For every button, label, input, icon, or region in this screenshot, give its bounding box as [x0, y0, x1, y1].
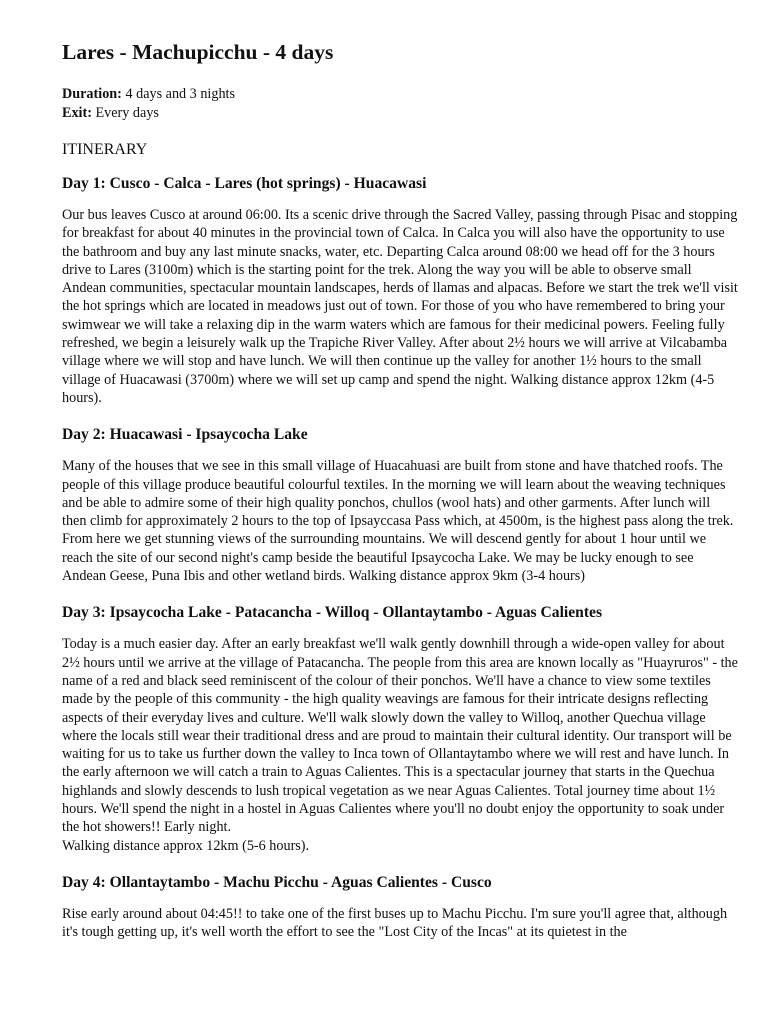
day-1-section — [62, 173, 738, 407]
duration-value: 4 days and 3 nights — [125, 86, 236, 102]
document-title: Lares - Machupicchu - 4 days — [62, 40, 334, 64]
itinerary-heading: ITINERARY — [62, 141, 148, 158]
duration-label: Duration: — [62, 86, 122, 102]
exit-value: Every days — [95, 105, 159, 121]
day-2-heading: Day 2: Huacawasi - Ipsaycocha Lake — [62, 426, 308, 444]
day-1-text: Our bus leaves Cusco at around 06:00. Its a scenic drive through the Sacred Valley, passing through Pisac and stopping for breakfast for about 40 minutes in the provincial town of Calca. In Calca you will also have the opportunity to use the bathroom and buy any last minute snacks, water, etc. Departing Calca around 08:00 we head off for the 3 hours drive to Lares (3100m) which is the starting point for the trek. Along the way you will be able to observe small Andean communities, spectacular mountain landscapes, herds of llamas and alpacas. Before we start the trek we'll visit the hot springs which are located in meadows just out of town. For those of you who have remembered to bring your swimwear we will take a relaxing dip in the warm waters which are famous for their medicinal powers. Feeling fully refreshed, we begin a leisurely walk up the Trapiche River Valley. After about 2½ hours we will arrive at Vilcabamba village where we will stop and have lunch. We will then continue up the valley for another 1½ hours to the small village of Huacawasi (3700m) where we will set up camp and spend the night. Walking distance approx 12km (4-5 hours). — [62, 207, 738, 406]
duration-line — [62, 85, 738, 104]
document-page — [62, 38, 738, 959]
day-3-text: Today is a much easier day. After an early breakfast we'll walk gently downhill through a wide-open valley for about 2½ hours until we arrive at the village of Patacancha. The people from this area are known locally as "Huayruros" - the name of a red and black seed reminiscent of the colour of their ponchos. We'll have a chance to view some textiles made by the people of this community - the high quality weavings are famous for their intricate designs reflecting aspects of their everyday lives and culture. We'll walk slowly down the valley to Willoq, another Quechua village where the locals still wear their traditional dress and are proud to maintain their cultural identity. Our transport will be waiting for us to take us further down the valley to Inca town of Ollantaytambo where we will rest and have lunch. In the early afternoon we will catch a train to Aguas Calientes. This is a spectacular journey that starts in the Quechua highlands and slowly descends to lush tropical vegetation as we near Aguas Calientes. Total journey time about 1½ hours. We'll spend the night in a hostel in Aguas Calientes where you'll no doubt enjoy the opportunity to soak under the hot showers!! Early night. — [62, 636, 738, 836]
day-1-heading: Day 1: Cusco - Calca - Lares (hot springs) - Huacawasi — [62, 175, 427, 192]
day-2-section — [62, 424, 738, 585]
day-4-text: Rise early around about 04:45!! to take one of the first buses up to Machu Picchu. I'm sure you'll agree that, although it's tough getting up, it's well worth the effort to see the "Lost City of the Incas" at its quietest in the — [62, 905, 728, 941]
exit-label: Exit: — [62, 105, 92, 121]
day-3-section — [62, 602, 738, 855]
exit-line — [62, 104, 738, 123]
day-2-text: Many of the houses that we see in this small village of Huacahuasi are built from stone and have thatched roofs. The people of this village produce beautiful colourful textiles. In the morning we will learn about the weaving techniques and be able to admire some of their high quality ponchos, chullos (wool hats) and other garments. After lunch will then climb for approximately 2 hours to the top of Ipsayccasa Pass which, at 4500m, is the highest pass along the trek. From here we get stunning views of the surrounding mountains. We will descend gently for about 1 hour until we reach the site of our second night's camp beside the beautiful Ipsaycocha Lake. We may be lucky enough to see Andean Geese, Puna Ibis and other wetland birds. Walking distance approx 9km (3-4 hours) — [62, 458, 734, 585]
day-3-walking-distance: Walking distance approx 12km (5-6 hours). — [62, 837, 310, 854]
day-4-section — [62, 872, 738, 942]
day-3-heading: Day 3: Ipsaycocha Lake - Patacancha - Willoq - Ollantaytambo - Aguas Calientes — [62, 604, 603, 622]
day-4-heading: Day 4: Ollantaytambo - Machu Picchu - Aguas Calientes - Cusco — [62, 873, 492, 891]
